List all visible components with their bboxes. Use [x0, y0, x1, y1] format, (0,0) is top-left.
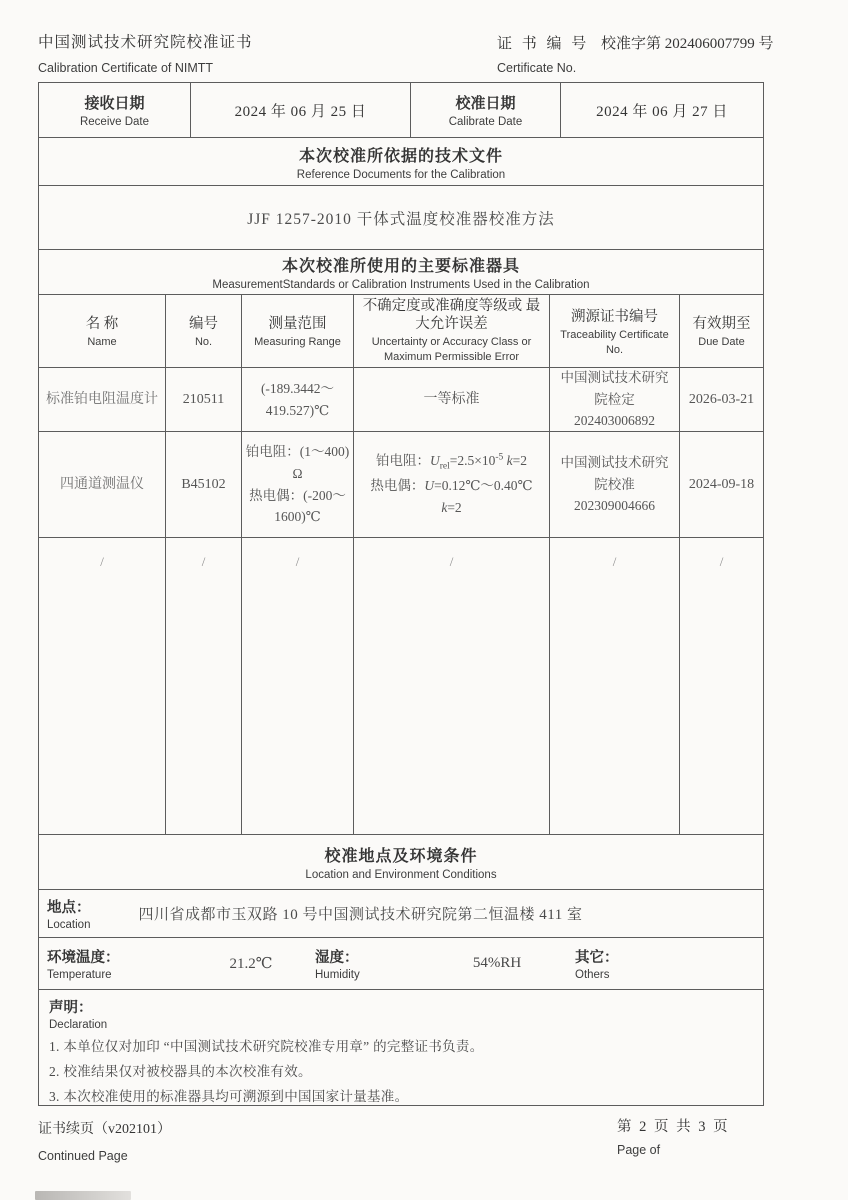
- humidity-label: 湿度： Humidity: [315, 950, 360, 981]
- col-due-date: 有效期至 Due Date: [692, 316, 751, 349]
- col-traceability: 溯源证书编号 Traceability Certificate No.: [550, 295, 680, 367]
- instrument-name: 四通道测温仪: [60, 476, 144, 492]
- footer-continued-page: 证书续页（v202101） Continued Page: [38, 1122, 171, 1163]
- standards-row-1: [39, 368, 763, 432]
- document-title: [38, 30, 253, 75]
- instrument-range: (-189.3442～ 419.527)℃: [242, 368, 354, 431]
- declaration-item: 1. 本单位仅对加印 “中国测试技术研究院校准专用章” 的完整证书负责。: [49, 1039, 484, 1054]
- location-value: 四川省成都市玉双路 10 号中国测试技术研究院第二恒温楼 411 室: [138, 907, 583, 923]
- declaration-item: 3. 本次校准使用的标准器具均可溯源到中国国家计量基准。: [49, 1088, 409, 1104]
- temperature-label: 环境温度： Temperature: [47, 950, 120, 981]
- calibrate-date-label: 校准日期 Calibrate Date: [411, 83, 561, 137]
- dates-row: [39, 83, 763, 138]
- instrument-due-date: 2024-09-18: [688, 476, 755, 492]
- declaration-label-en: Declaration: [49, 1019, 108, 1031]
- col-range: 测量范围 Measuring Range: [242, 295, 354, 367]
- instrument-range: 铂电阻：(1～400) Ω 热电偶：(-200～ 1600)℃: [242, 432, 354, 537]
- certificate-number-label-zh: 证 书 编 号: [497, 36, 590, 52]
- instrument-no: 210511: [182, 391, 225, 407]
- instrument-due-date: 2026-03-21: [688, 391, 755, 407]
- instrument-uncertainty: 一等标准: [423, 391, 480, 407]
- certificate-number-value: 校准字第 202406007799 号: [601, 36, 774, 52]
- col-uncertainty: 不确定度或准确度等级或 最大允许误差 Uncertainty or Accuracy Class or Maximum Permissible Error: [354, 295, 550, 367]
- standards-row-empty: / / / / / /: [39, 538, 763, 835]
- standards-row-2: [39, 432, 763, 538]
- receive-date-value: 2024 年 06 月 25 日: [191, 83, 411, 137]
- declaration-item: 2. 校准结果仅对被校器具的本次校准有效。: [49, 1063, 312, 1079]
- instrument-traceability: 中国测试技术研究 院检定 202403006892: [550, 368, 680, 431]
- calibrate-date-value: 2024 年 06 月 27 日: [596, 103, 728, 120]
- reference-document: JJF 1257-2010 干体式温度校准器校准方法: [39, 186, 763, 250]
- standards-section-title: 本次校准所使用的主要标准器具 MeasurementStandards or Calibration Instruments Used in the Calibration: [39, 250, 763, 295]
- certificate-number-label-en: Certificate No.: [497, 61, 577, 75]
- scan-artifact: [35, 1191, 131, 1200]
- col-name: 名 称 Name: [39, 295, 166, 367]
- footer-page-number: 第 2 页 共 3 页 Page of: [617, 1119, 730, 1157]
- certificate-table: [38, 82, 764, 1106]
- document-title-en: Calibration Certificate of NIMTT: [38, 61, 214, 75]
- others-label: 其它： Others: [575, 950, 619, 981]
- instrument-name: 标准铂电阻温度计: [46, 391, 158, 407]
- document-title-zh: 中国测试技术研究院校准证书: [38, 34, 253, 51]
- humidity-value: 54%RH: [472, 955, 522, 971]
- receive-date-label: 接收日期 Receive Date: [39, 83, 191, 137]
- declaration-row: [39, 990, 763, 1105]
- reference-section-title: 本次校准所依据的技术文件 Reference Documents for the Calibration: [39, 138, 763, 186]
- certificate-number: [497, 32, 774, 75]
- standards-header-row: [39, 295, 763, 368]
- declaration-label-zh: 声明：: [49, 1000, 93, 1016]
- location-label: 地点： Location: [47, 900, 91, 931]
- instrument-no: B45102: [181, 476, 226, 492]
- temperature-value: 21.2℃: [229, 956, 273, 972]
- instrument-uncertainty: 铂电阻：$U_{rel}=2.5\times 10^{-5}$ k=2 热电偶：U=0.12℃～0.40℃ k=2: [354, 432, 550, 537]
- location-row: [39, 890, 763, 938]
- instrument-traceability: 中国测试技术研究 院校准 202309004666: [550, 432, 680, 537]
- environment-row: [39, 938, 763, 990]
- col-no: 编号 No.: [166, 295, 242, 367]
- location-section-title: 校准地点及环境条件 Location and Environment Conditions: [39, 835, 763, 890]
